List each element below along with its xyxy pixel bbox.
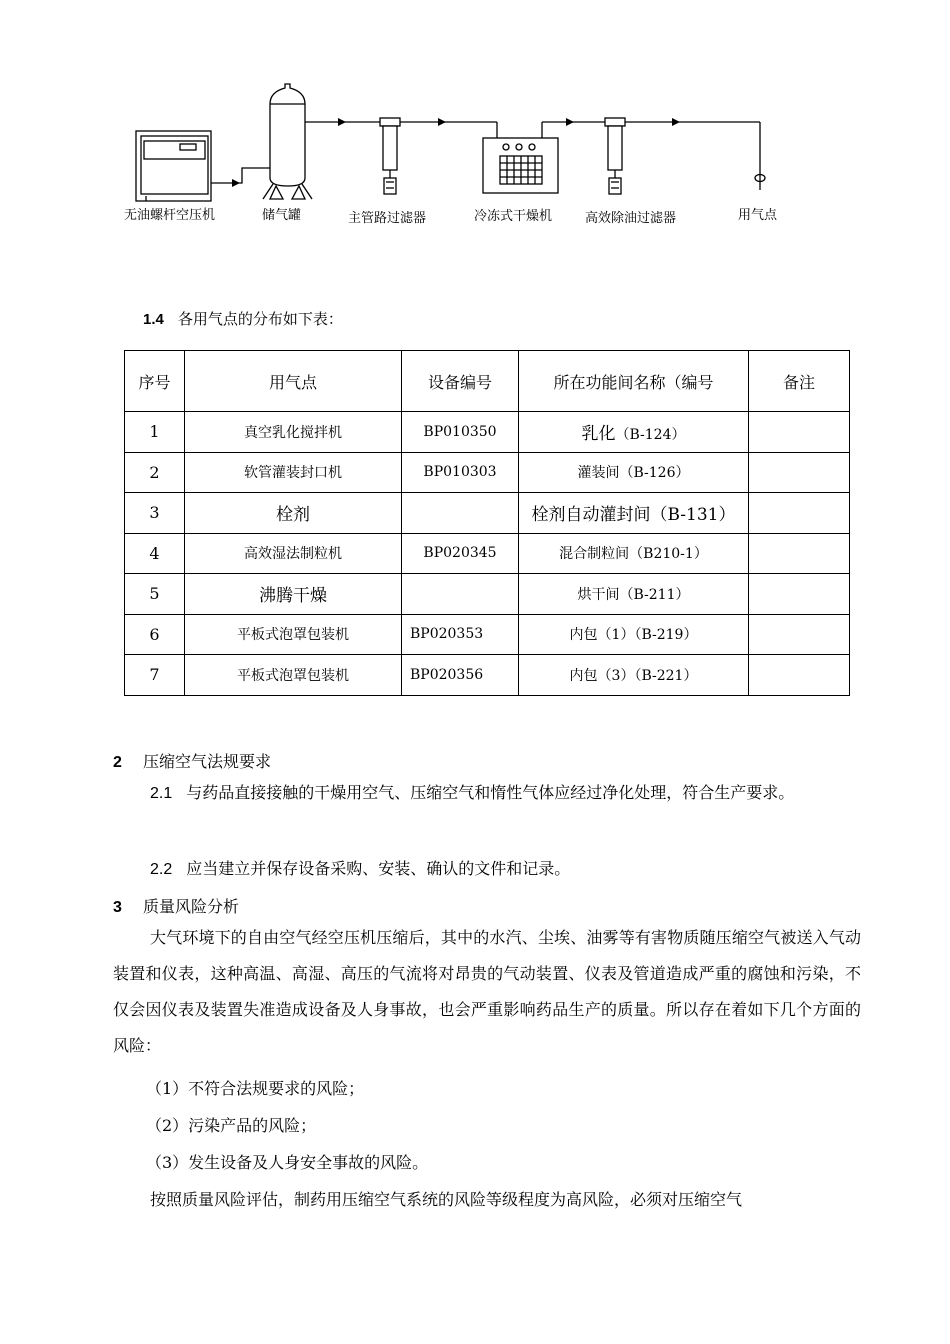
cell-index: 7 xyxy=(125,655,185,696)
cell-point: 平板式泡罩包装机 xyxy=(185,614,402,655)
risk-item: （2）污染产品的风险； xyxy=(146,1116,317,1135)
use-point-shape xyxy=(755,122,765,190)
cell-note xyxy=(749,655,850,696)
cell-index: 4 xyxy=(125,533,185,574)
section-title: 压缩空气法规要求 xyxy=(143,754,272,771)
label-tank: 储气罐 xyxy=(262,208,302,223)
cell-room: 烘干间（B-211） xyxy=(519,574,749,615)
dryer-shape xyxy=(483,138,558,193)
table-row xyxy=(125,614,850,655)
section-1-4-heading xyxy=(143,308,343,329)
cell-point: 栓剂 xyxy=(185,493,402,534)
main-filter-shape xyxy=(380,118,400,194)
section-2-heading xyxy=(113,749,271,772)
cell-note xyxy=(749,533,850,574)
cell-code: BP020353 xyxy=(402,614,519,655)
cell-room: 灌装间（B-126） xyxy=(519,452,749,493)
cell-index: 2 xyxy=(125,452,185,493)
section-3-heading xyxy=(113,894,239,917)
col-header: 备注 xyxy=(749,351,850,412)
col-header: 序号 xyxy=(125,351,185,412)
cell-code: BP010350 xyxy=(402,412,519,453)
cell-note xyxy=(749,574,850,615)
cell-note xyxy=(749,452,850,493)
cell-room-code: （B-124） xyxy=(615,427,686,444)
cell-index: 1 xyxy=(125,412,185,453)
section-number: 1.4 xyxy=(143,311,164,328)
cell-room xyxy=(519,412,749,453)
cell-point: 平板式泡罩包装机 xyxy=(185,655,402,696)
para-text: 与药品直接接触的干燥用空气、压缩空气和惰性气体应经过净化处理，符合生产要求。 xyxy=(186,783,795,802)
label-dryer: 冷冻式干燥机 xyxy=(474,209,553,224)
section-number: 3 xyxy=(113,899,122,916)
cell-code: BP020345 xyxy=(402,533,519,574)
section-title: 质量风险分析 xyxy=(143,899,240,916)
label-use-point: 用气点 xyxy=(738,208,778,223)
label-compressor: 无油螺杆空压机 xyxy=(124,208,216,223)
cell-point: 软管灌装封口机 xyxy=(185,452,402,493)
section-number: 2 xyxy=(113,754,122,771)
cell-note xyxy=(749,493,850,534)
table-row xyxy=(125,493,850,534)
cell-code: BP020356 xyxy=(402,655,519,696)
section-title: 各用气点的分布如下表： xyxy=(177,311,343,328)
air-use-point-table xyxy=(124,350,850,696)
cell-room: 混合制粒间（B210-1） xyxy=(519,533,749,574)
table-row xyxy=(125,452,850,493)
col-header: 所在功能间名称（编号 xyxy=(519,351,749,412)
cell-room: 内包（3）（B-221） xyxy=(519,655,749,696)
cell-code: BP010303 xyxy=(402,452,519,493)
cell-point: 高效湿法制粒机 xyxy=(185,533,402,574)
table-header-row xyxy=(125,351,850,412)
tank-shape xyxy=(263,84,312,199)
oil-filter-shape xyxy=(605,118,625,194)
paragraph-last-line: 按照质量风险评估，制药用压缩空气系统的风险等级程度为高风险，必须对压缩空气 xyxy=(150,1190,743,1209)
para-text: 应当建立并保存设备采购、安装、确认的文件和记录。 xyxy=(186,859,571,878)
cell-index: 3 xyxy=(125,493,185,534)
cell-note xyxy=(749,614,850,655)
risk-item: （1）不符合法规要求的风险； xyxy=(146,1079,365,1098)
cell-code xyxy=(402,574,519,615)
table-row xyxy=(125,574,850,615)
cell-code xyxy=(402,493,519,534)
label-oil-filter: 高效除油过滤器 xyxy=(585,211,677,226)
label-main-filter: 主管路过滤器 xyxy=(348,211,427,226)
cell-room: 内包（1）（B-219） xyxy=(519,614,749,655)
cell-point: 沸腾干燥 xyxy=(185,574,402,615)
table-row xyxy=(125,533,850,574)
cell-index: 5 xyxy=(125,574,185,615)
col-header: 用气点 xyxy=(185,351,402,412)
paragraph-2-1 xyxy=(113,775,861,812)
table-row xyxy=(125,655,850,696)
cell-index: 6 xyxy=(125,614,185,655)
para-number: 2.1 xyxy=(150,785,173,802)
paragraph-3: 大气环境下的自由空气经空压机压缩后，其中的水汽、尘埃、油雾等有害物质随压缩空气被送入气动装置和仪表，这种高温、高湿、高压的气流将对昂贵的气动装置、仪表及管道造成严重的腐蚀和污染，不仅会因仪表及装置失准造成设备及人身事故，也会严重影响药品生产的质量。所以存在着如下几个方面的风险： xyxy=(113,928,861,1055)
cell-room: 栓剂自动灌封间（B-131） xyxy=(519,493,749,534)
compressor-shape xyxy=(136,131,211,201)
risk-item: （3）发生设备及人身安全事故的风险。 xyxy=(146,1153,429,1172)
col-header: 设备编号 xyxy=(402,351,519,412)
cell-room-name: 乳化 xyxy=(581,424,616,445)
para-number: 2.2 xyxy=(150,861,173,878)
table-row xyxy=(125,412,850,453)
paragraph-2-2 xyxy=(150,856,570,879)
cell-point: 真空乳化搅拌机 xyxy=(185,412,402,453)
cell-note xyxy=(749,412,850,453)
